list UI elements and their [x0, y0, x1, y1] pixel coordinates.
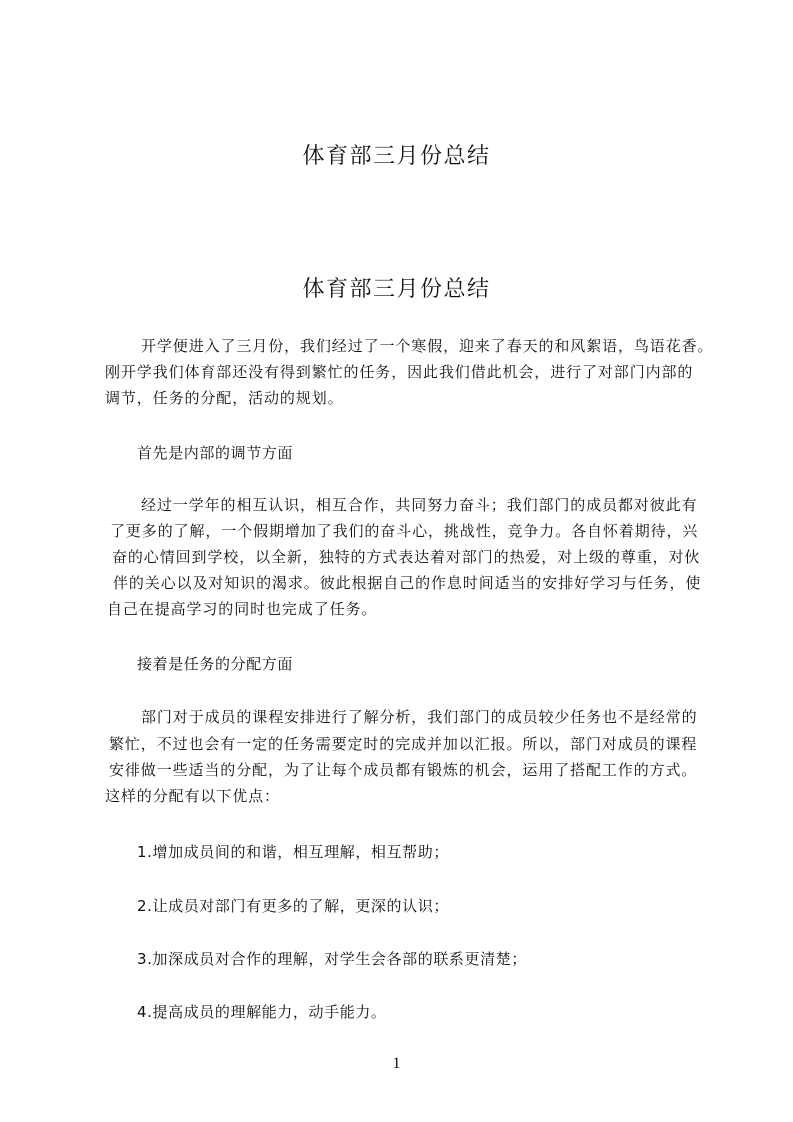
list-item: 4.提高成员的理解能力，动手能力。 [137, 1003, 387, 1021]
paragraph-line: 奋的心情回到学校，以全新，独特的方式表达着对部门的热爱，对上级的尊重，对伙 [112, 548, 701, 566]
paragraph-line: 调节，任务的分配，活动的规划。 [105, 389, 344, 407]
paragraph-line: 安徘做一些适当的分配，为了让每个成员都有锻炼的机会，运用了搭配工作的方式。 [109, 761, 698, 779]
paragraph-line: 伴的关心以及对知识的渴求。彼此根据自己的作息时间适当的安排好学习与任务，使 [113, 574, 702, 592]
header-title: 体育部三月份总结 [302, 144, 491, 169]
paragraph-line: 经过一学年的相互认识，相互合作，共同努力奋斗；我们部门的成员都对彼此有 [141, 496, 698, 514]
paragraph-line: 开学便进入了三月份，我们经过了一个寒假，迎来了春天的和风絮语，鸟语花香。 [141, 337, 714, 355]
paragraph-line: 刚开学我们体育部还没有得到繁忙的任务，因此我们借此机会，进行了对部门内部的 [105, 363, 694, 381]
document-title: 体育部三月份总结 [302, 277, 491, 302]
list-item: 2.让成员对部门有更多的了解，更深的认识； [137, 897, 449, 915]
paragraph-line: 自己在提高学习的同时也完成了任务。 [107, 600, 378, 618]
paragraph-line: 繁忙，不过也会有一定的任务需要定时的完成并加以汇报。所以，部门对成员的课程 [109, 735, 698, 753]
section-heading-tasks: 接着是任务的分配方面 [137, 655, 294, 673]
paragraph-line: 部门对于成员的课程安排进行了解分析，我们部门的成员较少任务也不是经常的 [141, 708, 698, 726]
list-item: 1.增加成员间的和谐，相互理解，相互帮助； [137, 843, 449, 861]
page-number: 1 [392, 1055, 401, 1072]
paragraph-line: 这样的分配有以下优点： [105, 787, 280, 805]
list-item: 3.加深成员对合作的理解，对学生会各部的联系更清楚； [137, 950, 527, 968]
section-heading-internal: 首先是内部的调节方面 [137, 444, 294, 462]
paragraph-line: 了更多的了解，一个假期增加了我们的奋斗心，挑战性，竞争力。各自怀着期待，兴 [110, 522, 699, 540]
